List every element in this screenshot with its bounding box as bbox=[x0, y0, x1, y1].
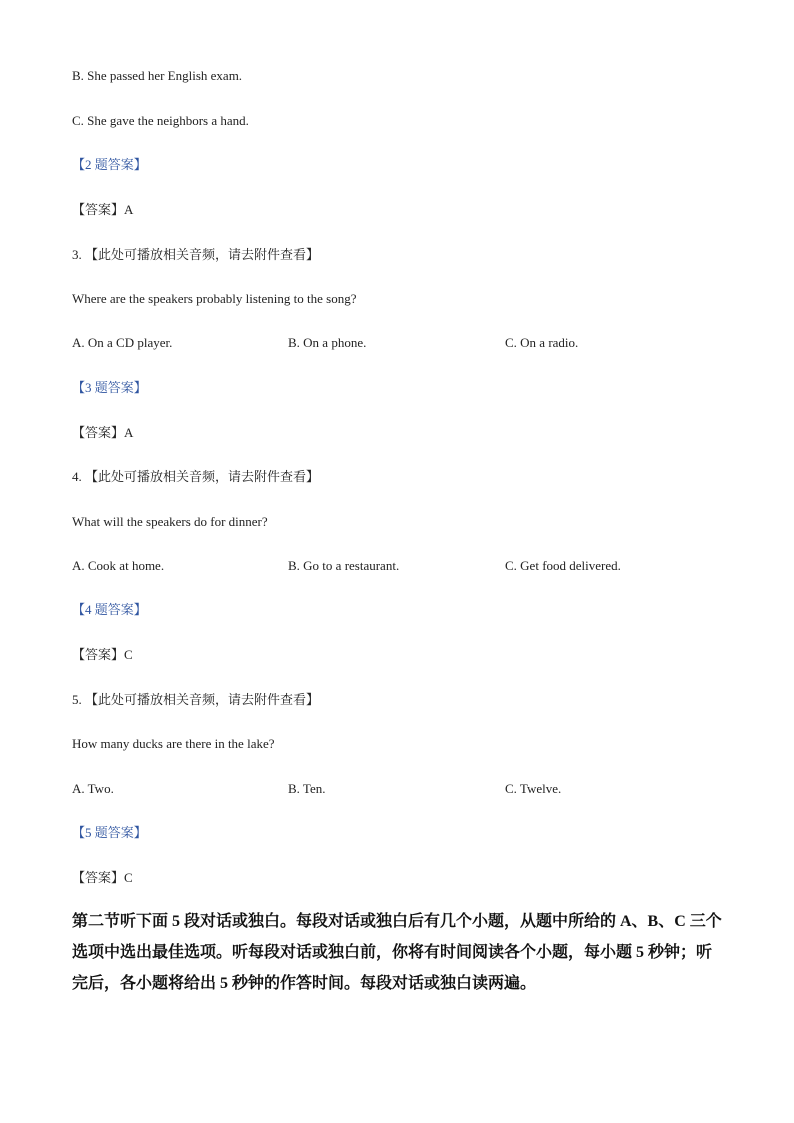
q4-stem: 4. 【此处可播放相关音频，请去附件查看】 bbox=[72, 469, 320, 484]
q5-question: How many ducks are there in the lake? bbox=[72, 736, 275, 751]
q2-option-b: B. She passed her English exam. bbox=[72, 68, 243, 83]
q5-option-c: C. Twelve. bbox=[505, 781, 562, 796]
q4-option-a: A. Cook at home. bbox=[72, 558, 165, 573]
q4-answer-heading: 【4 题答案】 bbox=[72, 602, 147, 617]
q3-option-a: A. On a CD player. bbox=[72, 335, 173, 350]
q2-option-c: C. She gave the neighbors a hand. bbox=[72, 113, 249, 128]
q4-option-c: C. Get food delivered. bbox=[505, 558, 621, 573]
q2-answer-heading: 【2 题答案】 bbox=[72, 157, 147, 172]
q5-answer: 【答案】C bbox=[72, 870, 133, 885]
q3-question: Where are the speakers probably listening to the song? bbox=[72, 291, 357, 306]
q5-stem: 5. 【此处可播放相关音频，请去附件查看】 bbox=[72, 692, 320, 707]
q3-answer: 【答案】A bbox=[72, 425, 134, 440]
q4-option-b: B. Go to a restaurant. bbox=[288, 558, 400, 573]
q5-option-b: B. Ten. bbox=[288, 781, 326, 796]
q5-option-a: A. Two. bbox=[72, 781, 114, 796]
q4-question: What will the speakers do for dinner? bbox=[72, 514, 268, 529]
q3-option-b: B. On a phone. bbox=[288, 335, 367, 350]
q3-stem: 3. 【此处可播放相关音频，请去附件查看】 bbox=[72, 247, 320, 262]
q3-answer-heading: 【3 题答案】 bbox=[72, 380, 147, 395]
q4-answer: 【答案】C bbox=[72, 647, 133, 662]
section-two-instructions: 第二节听下面 5 段对话或独白。每段对话或独白后有几个小题，从题中所给的 A、B、C 三个选项中选出最佳选项。听每段对话或独白前，你将有时间阅读各个小题，每小题 5 秒钟；听完后，各小题将给出 5 秒钟的作答时间。每段对话或独白读两遍。 bbox=[72, 913, 722, 992]
q3-option-c: C. On a radio. bbox=[505, 335, 579, 350]
q5-answer-heading: 【5 题答案】 bbox=[72, 825, 147, 840]
q2-answer: 【答案】A bbox=[72, 202, 134, 217]
